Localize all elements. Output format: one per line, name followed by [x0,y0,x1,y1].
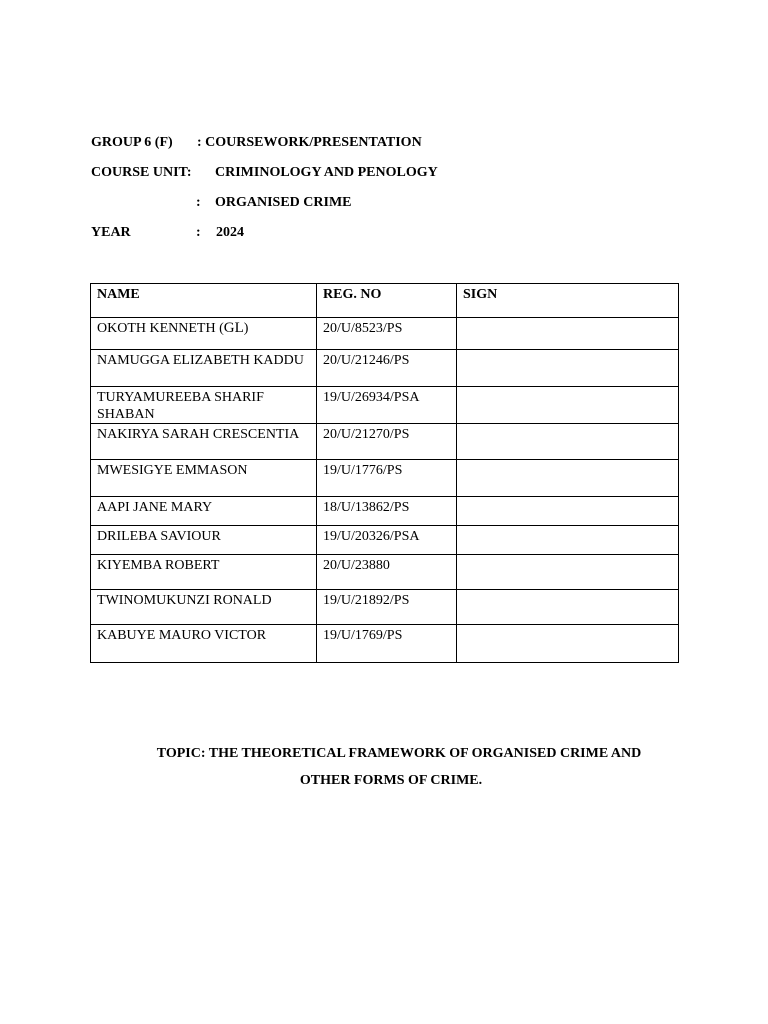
group-label: GROUP 6 (F) [91,135,173,150]
header-sign: SIGN [457,284,679,318]
year-colon: : [196,225,201,240]
reg-cell: 20/U/8523/PS [317,318,457,350]
table-header-row [91,284,679,318]
sign-cell[interactable] [457,350,679,387]
header-name: NAME [91,284,317,318]
year-label: YEAR [91,225,131,240]
sign-cell[interactable] [457,555,679,590]
course-unit-label: COURSE UNIT: [91,165,192,180]
reg-cell: 20/U/21270/PS [317,424,457,460]
table-row [91,318,679,350]
table-row [91,555,679,590]
group-value: : COURSEWORK/PRESENTATION [197,135,422,150]
sign-cell[interactable] [457,526,679,555]
name-suffix: GL [223,320,244,336]
name-cell [91,318,317,350]
sign-cell[interactable] [457,424,679,460]
table-row [91,460,679,497]
table-row [91,625,679,663]
reg-cell: 20/U/23880 [317,555,457,590]
reg-cell: 18/U/13862/PS [317,497,457,526]
year-value: 2024 [216,225,244,240]
name-cell: AAPI JANE MARY [91,497,317,526]
name-cell: KABUYE MAURO VICTOR [91,625,317,663]
reg-cell: 19/U/26934/PSA [317,387,457,424]
name-cell: NAMUGGA ELIZABETH KADDU [91,350,317,387]
topic-colon: : [196,195,201,210]
table-row [91,424,679,460]
table-row [91,350,679,387]
reg-cell: 19/U/1769/PS [317,625,457,663]
name-cell: MWESIGYE EMMASON [91,460,317,497]
table-row [91,590,679,625]
name-text: OKOTH KENNETH ( [97,321,224,336]
topic-value: ORGANISED CRIME [215,195,352,210]
sign-cell[interactable] [457,460,679,497]
reg-cell: 20/U/21246/PS [317,350,457,387]
sign-cell[interactable] [457,497,679,526]
reg-cell: 19/U/20326/PSA [317,526,457,555]
topic-line-2: OTHER FORMS OF CRIME. [299,773,483,788]
sign-cell[interactable] [457,625,679,663]
sign-cell[interactable] [457,590,679,625]
topic-heading [0,740,768,794]
reg-cell: 19/U/21892/PS [317,590,457,625]
name-cell: TURYAMUREEBA SHARIF SHABAN [91,387,317,424]
name-end: ) [243,321,249,336]
name-cell: TWINOMUKUNZI RONALD [91,590,317,625]
course-unit-value: CRIMINOLOGY AND PENOLOGY [215,165,438,180]
sign-cell[interactable] [457,387,679,424]
sign-cell[interactable] [457,318,679,350]
name-cell: DRILEBA SAVIOUR [91,526,317,555]
topic-line-1: TOPIC: THE THEORETICAL FRAMEWORK OF ORGANISED CRIME AND [156,746,642,761]
table-row [91,387,679,424]
reg-cell: 19/U/1776/PS [317,460,457,497]
members-table [90,283,679,663]
table-row [91,497,679,526]
table-row [91,526,679,555]
header-reg-no: REG. NO [317,284,457,318]
name-cell: NAKIRYA SARAH CRESCENTIA [91,424,317,460]
name-cell: KIYEMBA ROBERT [91,555,317,590]
